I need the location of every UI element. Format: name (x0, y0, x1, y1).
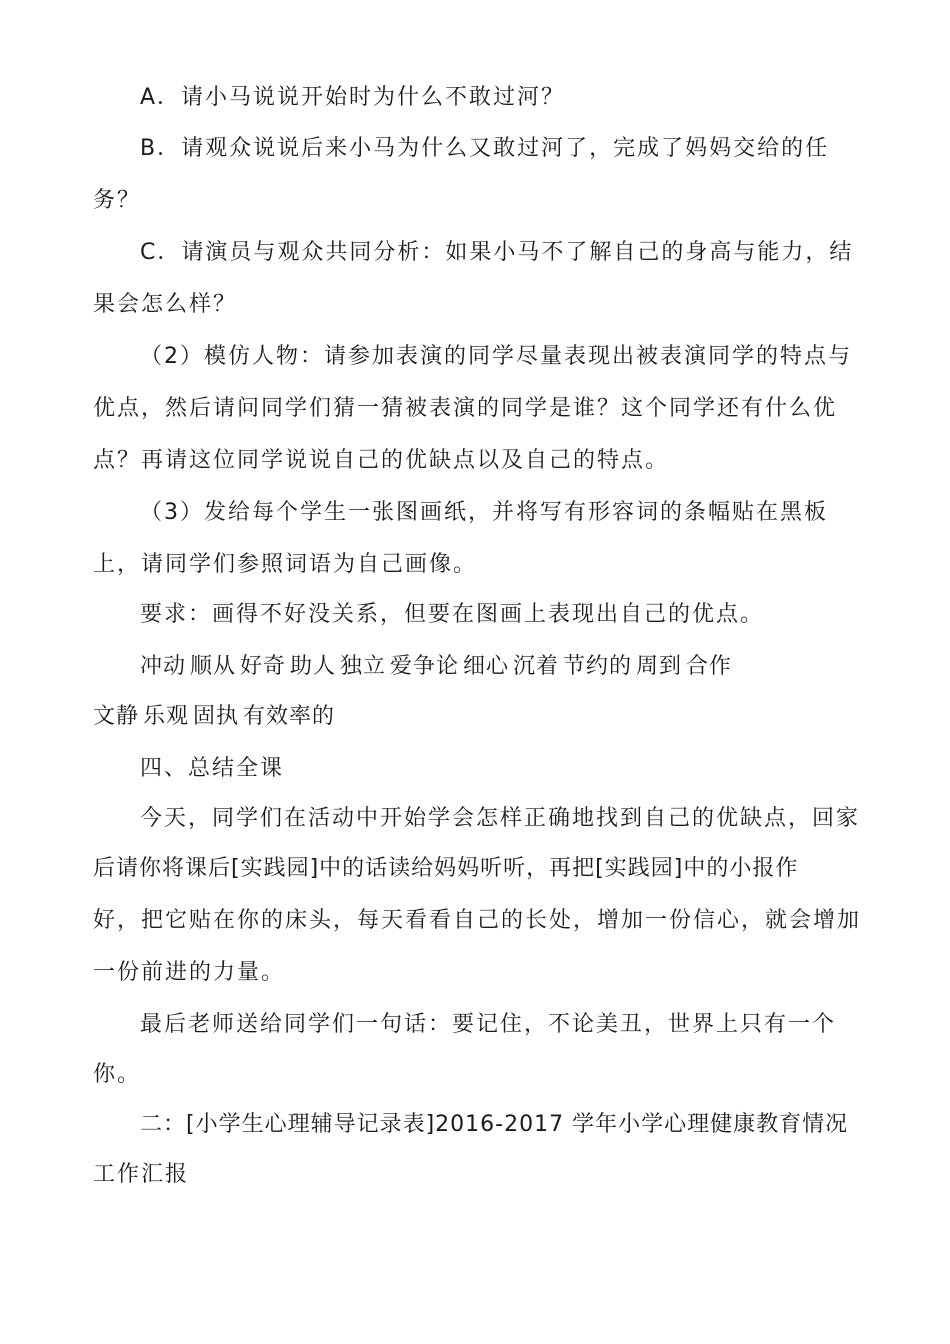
text-line-option-b-cont: 务？ (93, 188, 142, 213)
text-line-item-3-cont: 上，请同学们参照词语为自己画像。 (93, 552, 478, 577)
text-line-option-b: B．请观众说说后来小马为什么又敢过河了，完成了妈妈交给的任 (140, 136, 830, 161)
text-line-requirement: 要求：画得不好没关系，但要在图画上表现出自己的优点。 (140, 602, 765, 627)
text-line-adjectives-2: 文静 乐观 固执 有效率的 (93, 704, 335, 729)
text-line-item-2-cont-1: 优点，然后请问同学们猜一猜被表演的同学是谁？这个同学还有什么优 (93, 396, 838, 421)
text-line-option-c: C．请演员与观众共同分析：如果小马不了解自己的身高与能力，结 (140, 240, 854, 265)
text-line-adjectives-1: 冲动 顺从 好奇 助人 独立 爱争论 细心 沉着 节约的 周到 合作 (140, 654, 732, 679)
text-line-option-c-cont: 果会怎么样？ (93, 292, 238, 317)
text-line-option-a: A．请小马说说开始时为什么不敢过河？ (140, 85, 566, 110)
text-line-summary-1: 今天，同学们在活动中开始学会怎样正确地找到自己的优缺点，回家 (140, 806, 861, 831)
section-heading-summary: 四、总结全课 (140, 756, 285, 781)
text-line-item-2-cont-2: 点？再请这位同学说说自己的优缺点以及自己的特点。 (93, 448, 670, 473)
section-heading-report-cont: 工作汇报 (93, 1162, 190, 1187)
text-line-summary-2: 后请你将课后[实践园]中的话读给妈妈听听，再把[实践园]中的小报作 (93, 856, 799, 881)
section-heading-report: 二：[小学生心理辅导记录表]2016-2017 学年小学心理健康教育情况 (140, 1112, 849, 1137)
text-line-item-3: （3）发给每个学生一张图画纸，并将写有形容词的条幅贴在黑板 (140, 500, 828, 525)
text-line-closing-2: 你。 (93, 1062, 142, 1087)
text-line-item-2: （2）模仿人物：请参加表演的同学尽量表现出被表演同学的特点与 (140, 344, 852, 369)
text-line-summary-3: 好，把它贴在你的床头，每天看看自己的长处，增加一份信心，就会增加 (93, 908, 862, 933)
text-line-summary-4: 一份前进的力量。 (93, 960, 286, 985)
text-line-closing-1: 最后老师送给同学们一句话：要记住，不论美丑，世界上只有一个 (140, 1012, 837, 1037)
